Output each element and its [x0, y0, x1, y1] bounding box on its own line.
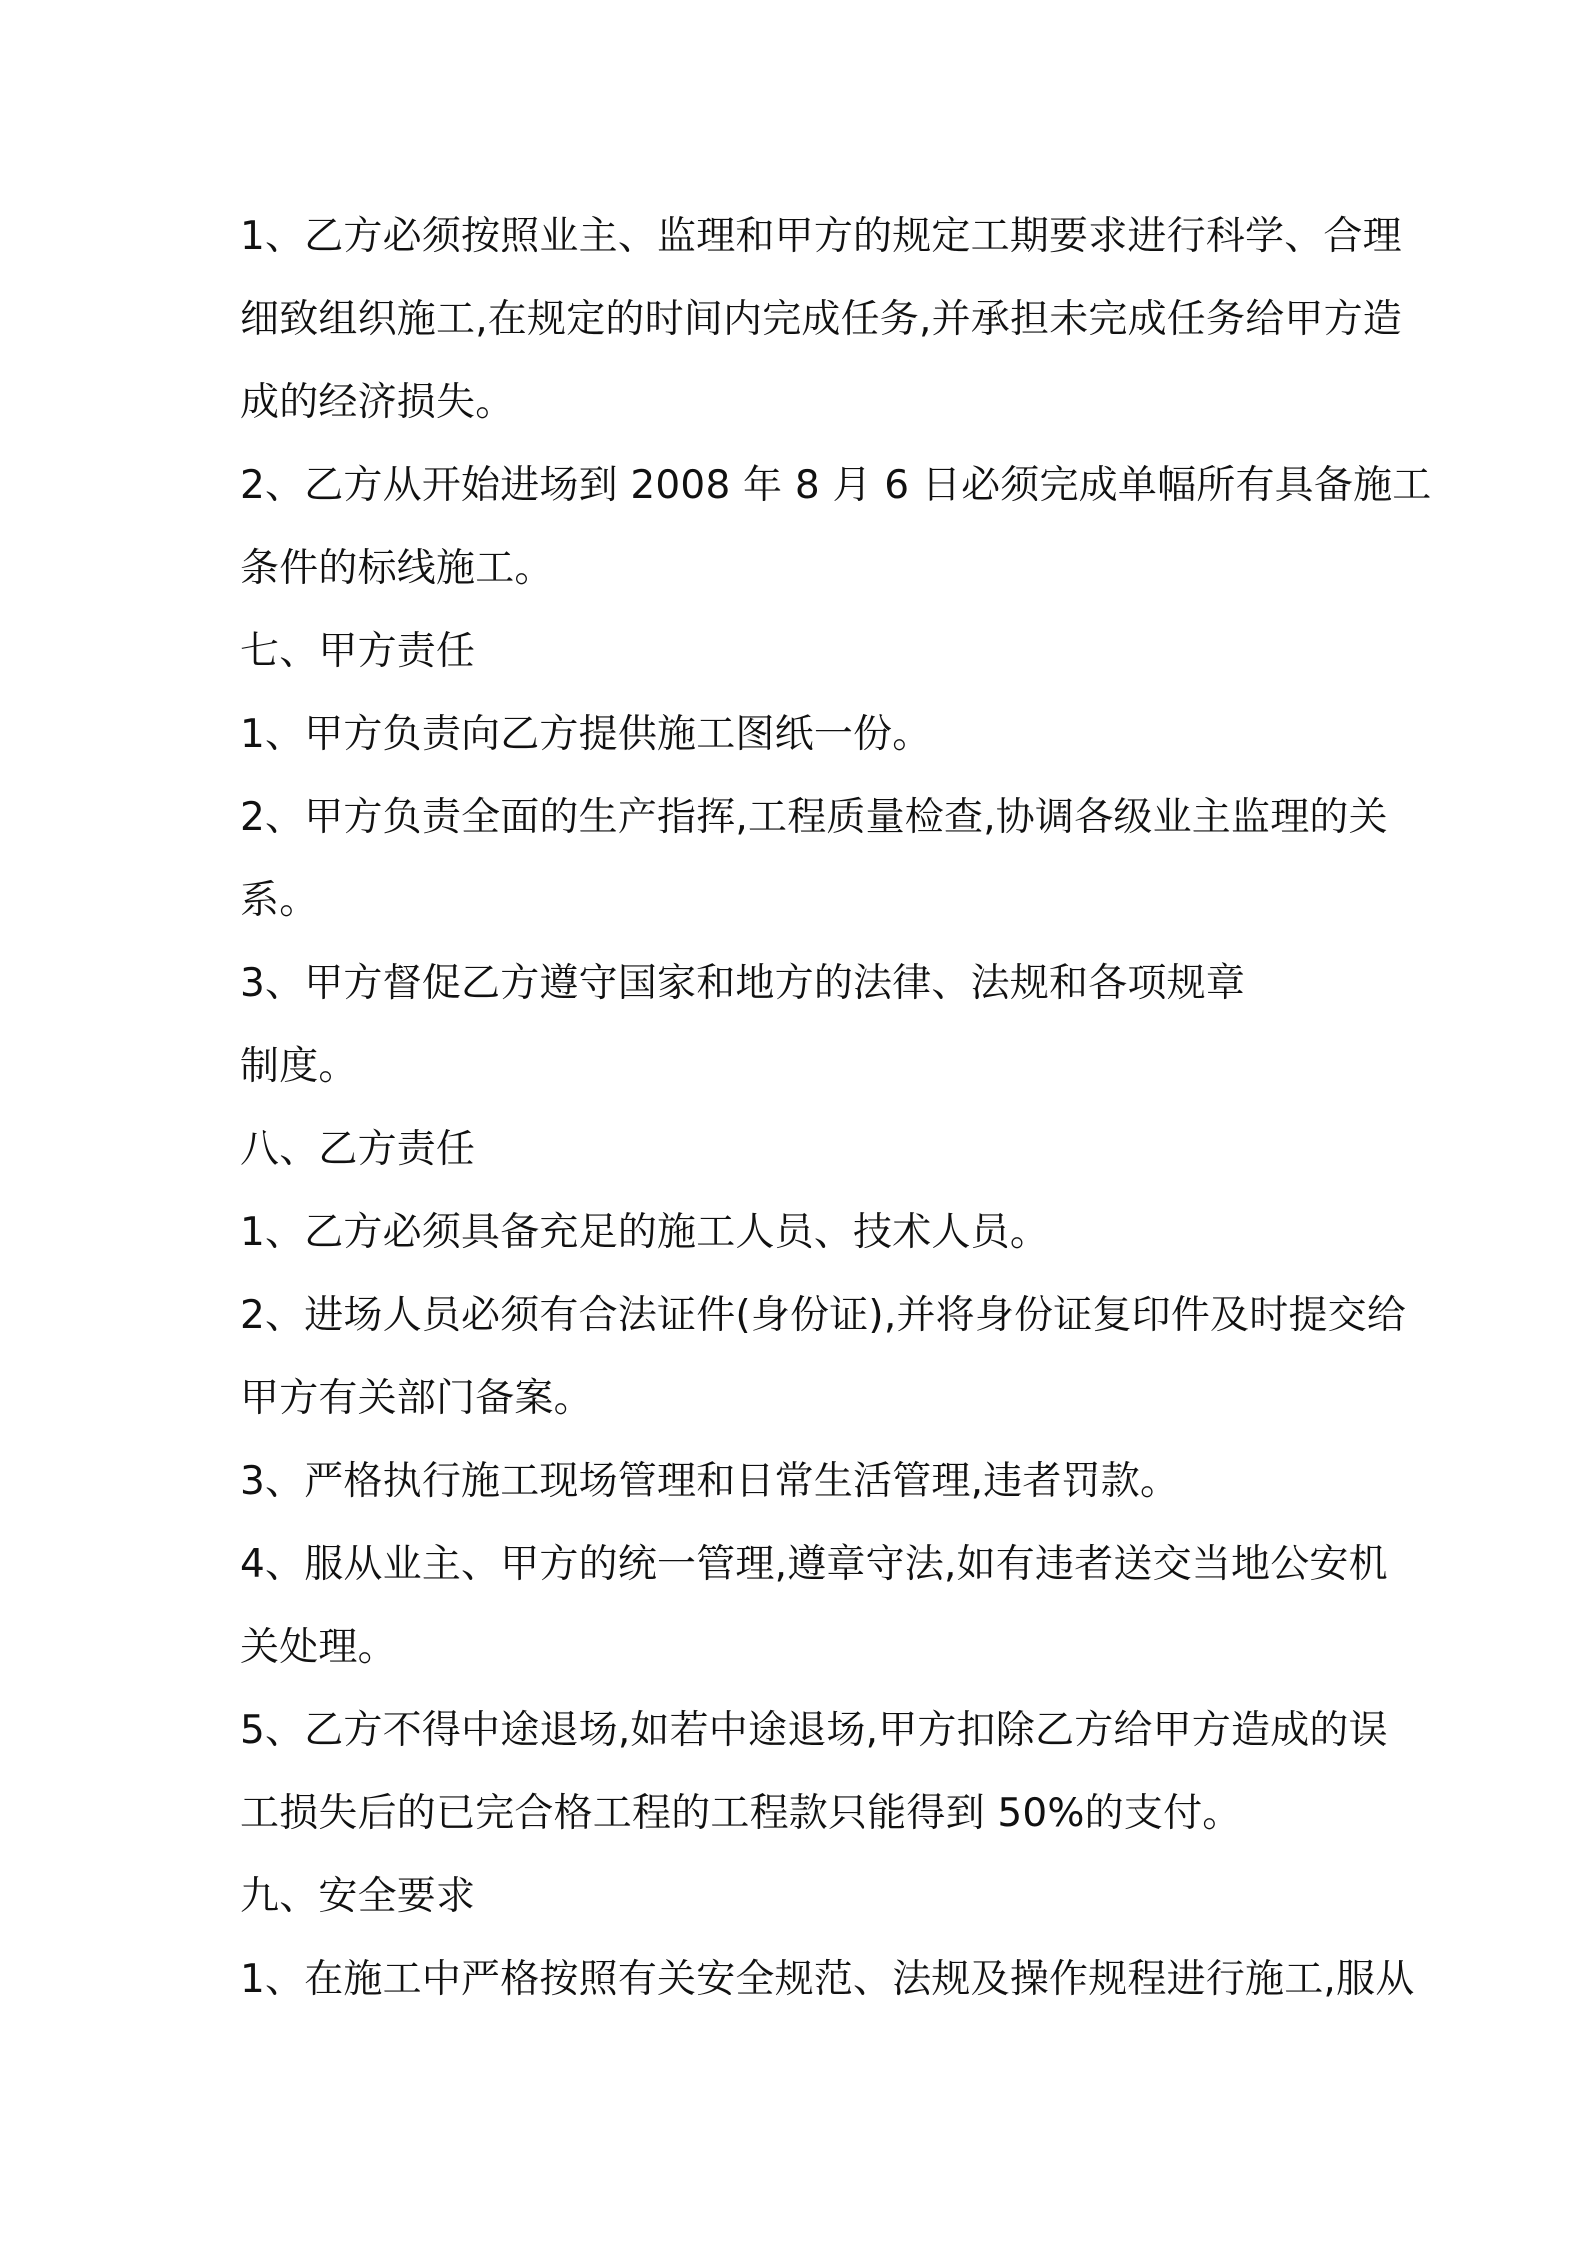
text-line: 甲方有关部门备案。: [240, 1376, 593, 1421]
text-line: 关处理。: [240, 1625, 397, 1670]
text-line: 2、甲方负责全面的生产指挥,工程质量检查,协调各级业主监理的关: [240, 795, 1388, 840]
document-page: [240, 195, 1432, 2021]
text-line: 系。: [240, 878, 319, 923]
text-line: 5、乙方不得中途退场,如若中途退场,甲方扣除乙方给甲方造成的误: [240, 1708, 1388, 1753]
text-line: 成的经济损失。: [240, 380, 515, 425]
section-heading: 八、乙方责任: [240, 1127, 476, 1172]
text-line: 3、甲方督促乙方遵守国家和地方的法律、法规和各项规章: [240, 961, 1246, 1006]
section-heading: 九、安全要求: [240, 1874, 476, 1919]
text-line: 1、在施工中严格按照有关安全规范、法规及操作规程进行施工,服从: [240, 1957, 1415, 2002]
text-line: 制度。: [240, 1044, 358, 1089]
text-line: 3、严格执行施工现场管理和日常生活管理,违者罚款。: [240, 1459, 1180, 1504]
text-line: 工损失后的已完合格工程的工程款只能得到 50%的支付。: [240, 1791, 1242, 1836]
text-line: 4、服从业主、甲方的统一管理,遵章守法,如有违者送交当地公安机: [240, 1542, 1388, 1587]
text-line: 2、乙方从开始进场到 2008 年 8 月 6 日必须完成单幅所有具备施工: [240, 463, 1432, 508]
text-line: 1、甲方负责向乙方提供施工图纸一份。: [240, 712, 932, 757]
text-line: 1、乙方必须具备充足的施工人员、技术人员。: [240, 1210, 1050, 1255]
text-line: 条件的标线施工。: [240, 546, 554, 591]
section-heading: 七、甲方责任: [240, 629, 476, 674]
text-line: 2、进场人员必须有合法证件(身份证),并将身份证复印件及时提交给: [240, 1293, 1407, 1338]
text-line: 细致组织施工,在规定的时间内完成任务,并承担未完成任务给甲方造: [240, 297, 1402, 342]
text-line: 1、乙方必须按照业主、监理和甲方的规定工期要求进行科学、合理: [240, 214, 1402, 259]
